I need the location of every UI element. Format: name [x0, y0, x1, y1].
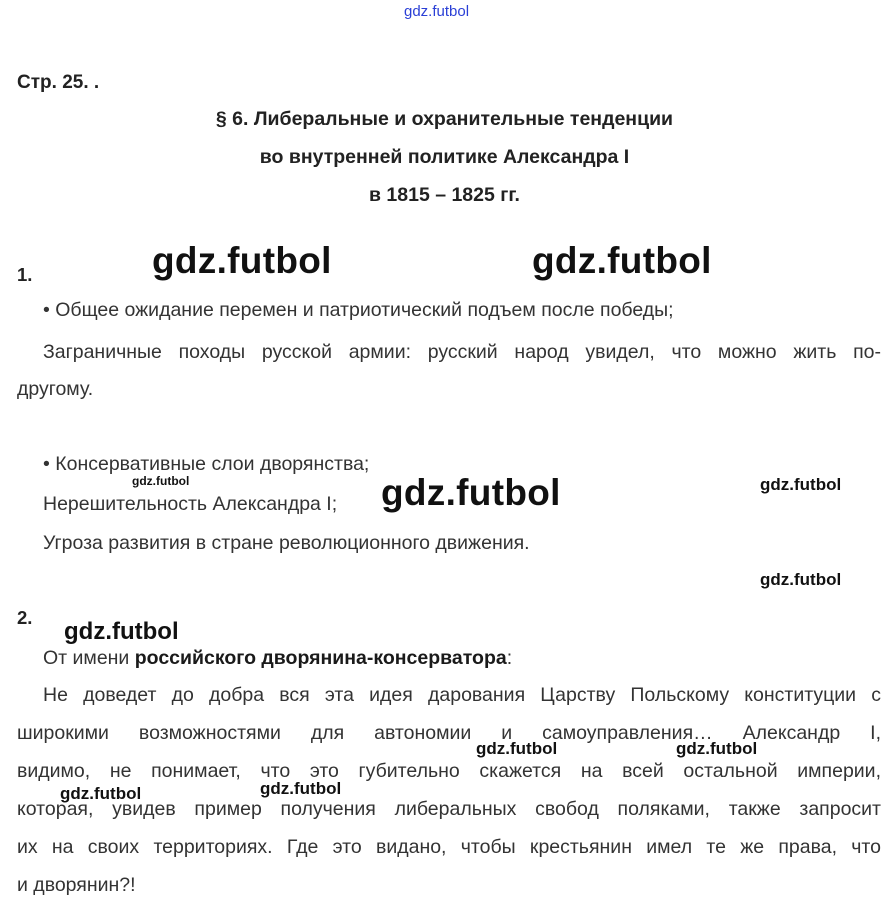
section-2-intro-prefix: От имени: [43, 647, 135, 669]
title-line-1: § 6. Либеральные и охранительные тенденции: [215, 108, 674, 130]
section-2-number: 2.: [17, 607, 33, 628]
section-1-bullet-2: • Консервативные слои дворянства;: [43, 453, 370, 475]
section-1-line-2b: другому.: [17, 378, 94, 400]
watermark: gdz.futbol: [676, 739, 758, 758]
section-2-para-line-1: Не доведет до добра вся эта идея дарования Царству Польскому конституции с: [43, 684, 881, 706]
section-2-para-line-2: широкими возможностями для автономии и самоуправления… Александр I,: [17, 722, 881, 744]
watermark: gdz.futbol: [64, 618, 179, 645]
watermark: gdz.futbol: [760, 570, 842, 589]
section-2-para-line-3: видимо, не понимает, что это губительно скажется на всей остальной империи,: [17, 760, 881, 782]
watermark: gdz.futbol: [60, 784, 142, 803]
title-line-2: во внутренней политике Александра I: [259, 146, 630, 168]
watermark: gdz.futbol: [760, 475, 842, 494]
section-1-line-5: Угроза развития в стране революционного движения.: [43, 532, 530, 554]
section-2-intro-bold: российского дворянина-консерватора: [134, 647, 507, 669]
section-2-para-line-5: их на своих территориях. Где это видано, чтобы крестьянин имел те же права, что: [17, 836, 881, 858]
watermark: gdz.futbol: [260, 779, 342, 798]
page-label: Стр. 25. .: [17, 72, 100, 93]
section-1-line-2a: Заграничные походы русской армии: русский народ увидел, что можно жить по-: [43, 341, 881, 363]
section-2-intro: [43, 647, 512, 670]
section-2-last-line: и дворянин?!: [17, 874, 136, 896]
watermark: gdz.futbol: [152, 240, 332, 281]
section-1-number: 1.: [17, 264, 33, 285]
title-line-3: в 1815 – 1825 гг.: [369, 184, 520, 206]
watermark: gdz.futbol: [381, 472, 561, 513]
section-2-intro-suffix: :: [506, 647, 513, 669]
section-2-para-line-4: которая, увидев пример получения либеральных свобод поляками, также запросит: [17, 798, 881, 820]
watermark: gdz.futbol: [476, 739, 558, 758]
watermark: gdz.futbol: [132, 474, 190, 488]
watermark-top: gdz.futbol: [404, 3, 470, 20]
watermark: gdz.futbol: [532, 240, 712, 281]
section-1-bullet-1: • Общее ожидание перемен и патриотический подъем после победы;: [43, 299, 674, 321]
section-1-line-4: Нерешительность Александра I;: [43, 493, 338, 515]
